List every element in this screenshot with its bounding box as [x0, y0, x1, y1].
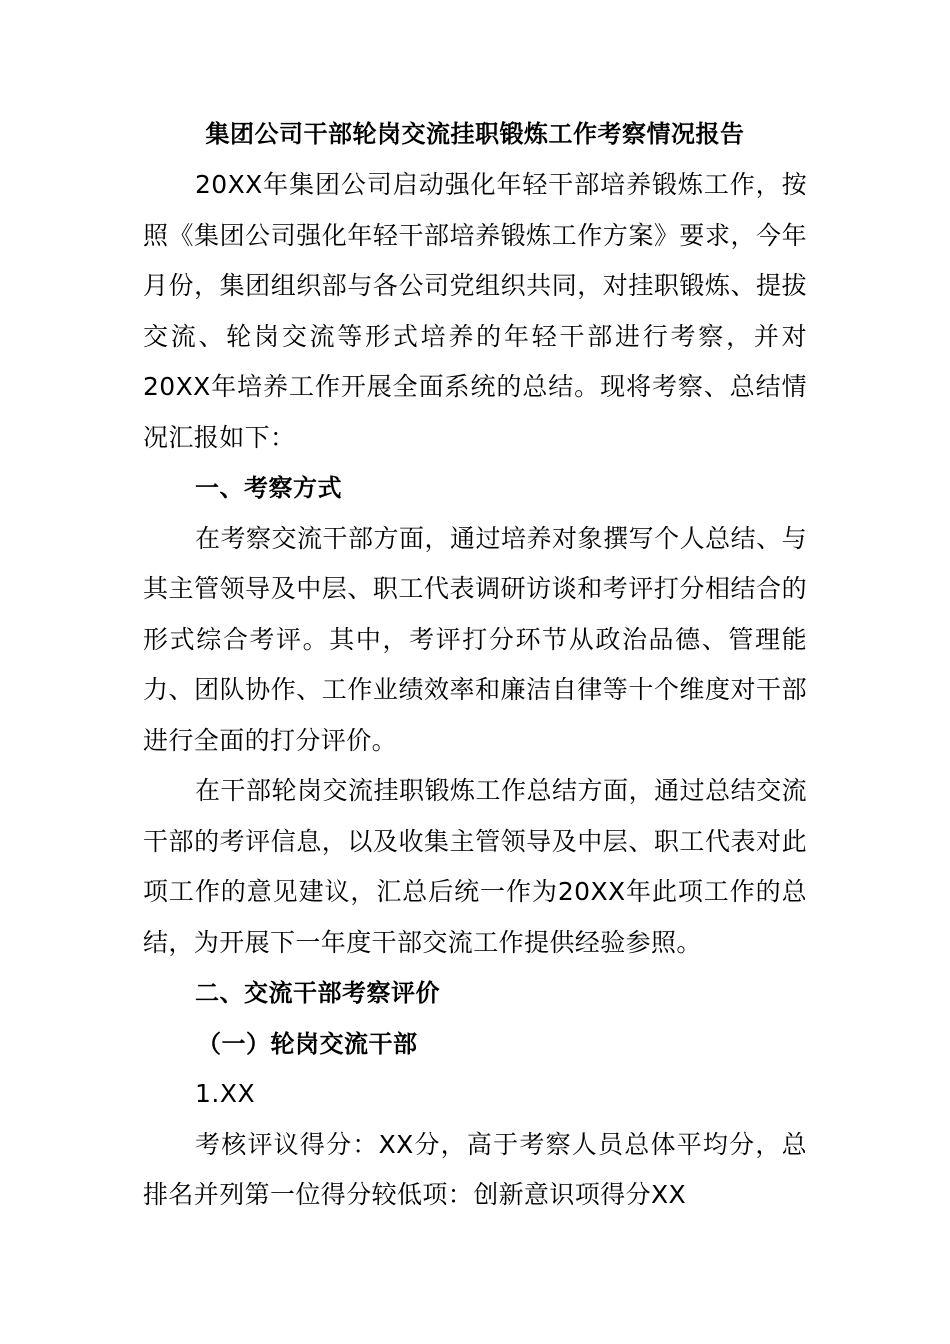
- section-1-paragraph-2: 在干部轮岗交流挂职锻炼工作总结方面，通过总结交流干部的考评信息，以及收集主管领导及中层、职工代表对此项工作的意见建议，汇总后统一作为20XX年此项工作的总结，为开展下一年度干部交流工作提供经验参照。: [143, 776, 807, 957]
- section-2-subheading: （一）轮岗交流干部: [197, 1029, 418, 1058]
- document-body: [143, 160, 807, 1221]
- section-1-paragraph-1: 在考察交流干部方面，通过培养对象撰写个人总结、与其主管领导及中层、职工代表调研访谈和考评打分相结合的形式综合考评。其中，考评打分环节从政治品德、管理能力、团队协作、工作业绩效率和廉洁自律等十个维度对干部进行全面的打分评价。: [143, 523, 807, 755]
- section-1-heading: 一、考察方式: [195, 474, 342, 502]
- intro-paragraph: 20XX年集团公司启动强化年轻干部培养锻炼工作，按照《集团公司强化年轻干部培养锻炼工作方案》要求，今年月份，集团组织部与各公司党组织共同，对挂职锻炼、提拔交流、轮岗交流等形式培养的年轻干部进行考察，并对20XX年培养工作开展全面系统的总结。现将考察、总结情况汇报如下：: [143, 170, 807, 452]
- item-number: 1.XX: [195, 1079, 256, 1108]
- section-2-heading: 二、交流干部考察评价: [195, 979, 440, 1007]
- item-paragraph: 考核评议得分：XX分，高于考察人员总体平均分，总排名并列第一位得分较低项：创新意识项得分XX: [143, 1129, 807, 1209]
- document-title: 集团公司干部轮岗交流挂职锻炼工作考察情况报告: [205, 120, 745, 148]
